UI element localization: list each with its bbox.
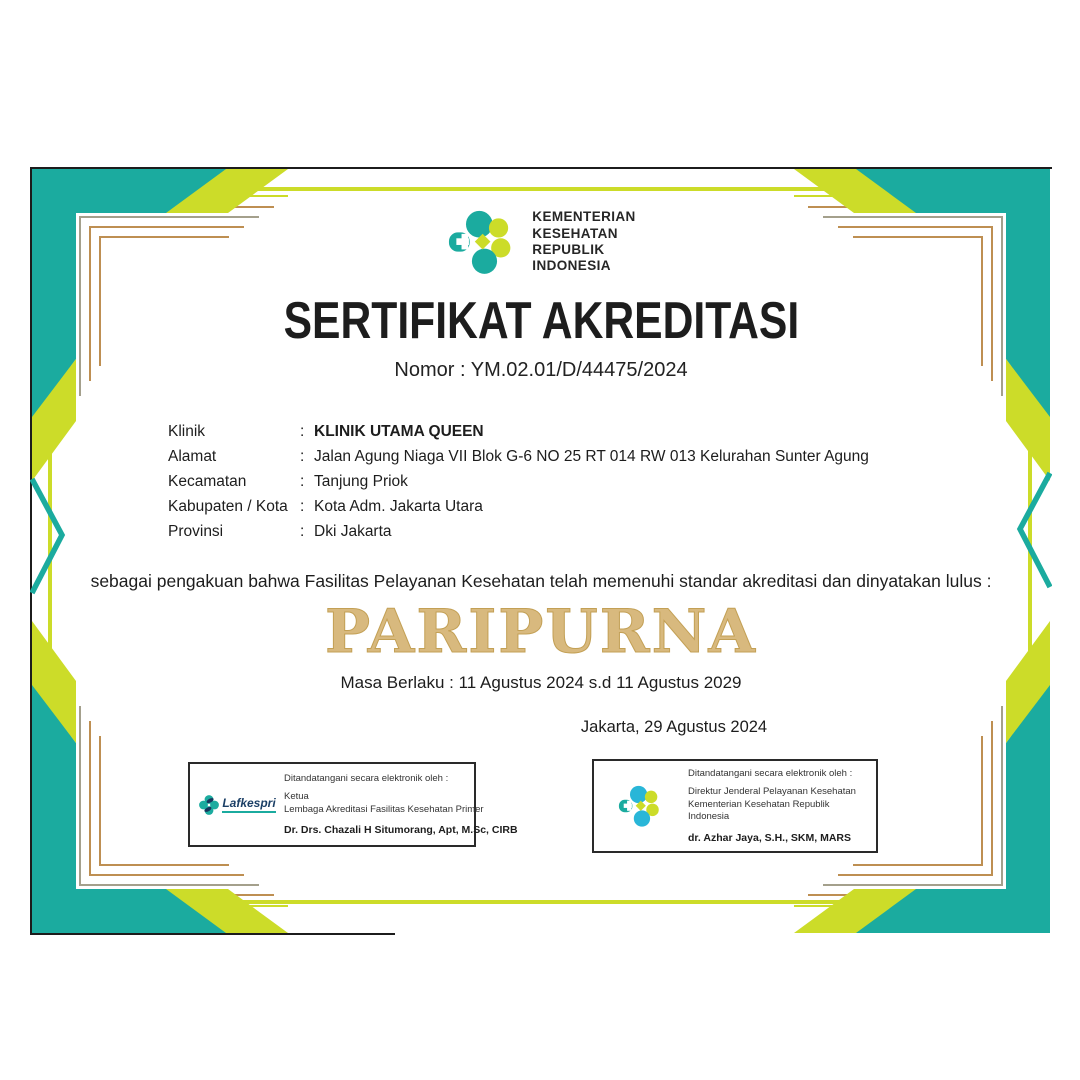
accreditation-grade: PARIPURNA xyxy=(325,597,757,667)
frame-bottom-line xyxy=(30,933,395,935)
facility-details xyxy=(168,419,1002,545)
certificate-title: SERTIFIKAT AKREDITASI xyxy=(283,292,799,350)
ministry-name: KEMENTERIAN KESEHATAN REPUBLIK INDONESIA xyxy=(532,209,636,274)
recognition-statement: sebagai pengakuan bahwa Fasilitas Pelayanan Kesehatan telah memenuhi standar akreditasi dan dinyatakan lulus : xyxy=(90,571,992,591)
lafkespri-logo-icon xyxy=(198,794,220,816)
lafkespri-logo xyxy=(198,794,276,816)
detail-row-kecamatan: Kecamatan : Tanjung Priok xyxy=(168,472,408,490)
signer-role-left-1: Ketua xyxy=(284,791,309,803)
signer-role-right-1: Direktur Jenderal Pelayanan Kesehatan xyxy=(688,786,856,798)
place-and-date: Jakarta, 29 Agustus 2024 xyxy=(580,718,768,736)
certificate xyxy=(30,167,1052,935)
esign-note-left: Ditandatangani secara elektronik oleh : xyxy=(284,773,449,785)
frame-top-line xyxy=(30,167,1052,169)
signer-role-right-2: Kementerian Kesehatan Republik Indonesia xyxy=(688,798,830,823)
header-logo-block xyxy=(30,203,1052,281)
border-accent-line-bottom xyxy=(200,900,882,904)
signer-name-right: dr. Azhar Jaya, S.H., SKM, MARS xyxy=(688,831,851,844)
signature-box-lafkespri xyxy=(188,762,518,847)
kemenkes-logo-icon-small xyxy=(617,781,665,831)
esign-note-right: Ditandatangani secara elektronik oleh : xyxy=(688,768,853,780)
signer-role-left-2: Lembaga Akreditasi Fasilitas Kesehatan Primer xyxy=(284,803,484,815)
signature-box-kemenkes xyxy=(592,759,878,853)
detail-row-kabupaten-kota: Kabupaten / Kota : Kota Adm. Jakarta Utara xyxy=(168,498,483,516)
kemenkes-logo-icon xyxy=(446,203,520,281)
detail-row-klinik: Klinik : KLINIK UTAMA QUEEN xyxy=(168,422,484,440)
detail-row-provinsi: Provinsi : Dki Jakarta xyxy=(168,523,392,541)
validity-period: Masa Berlaku : 11 Agustus 2024 s.d 11 Agustus 2029 xyxy=(340,673,742,692)
lafkespri-logo-text: Lafkespri xyxy=(222,796,275,813)
signer-name-left: Dr. Drs. Chazali H Situmorang, Apt, M.Sc, CIRB xyxy=(284,823,518,836)
certificate-number: Nomor : YM.02.01/D/44475/2024 xyxy=(394,359,688,381)
border-accent-line-top xyxy=(200,187,882,191)
detail-row-alamat: Alamat : Jalan Agung Niaga VII Blok G-6 NO 25 RT 014 RW 013 Kelurahan Sunter Agung xyxy=(168,447,869,465)
kemenkes-signature-logo xyxy=(602,781,680,831)
